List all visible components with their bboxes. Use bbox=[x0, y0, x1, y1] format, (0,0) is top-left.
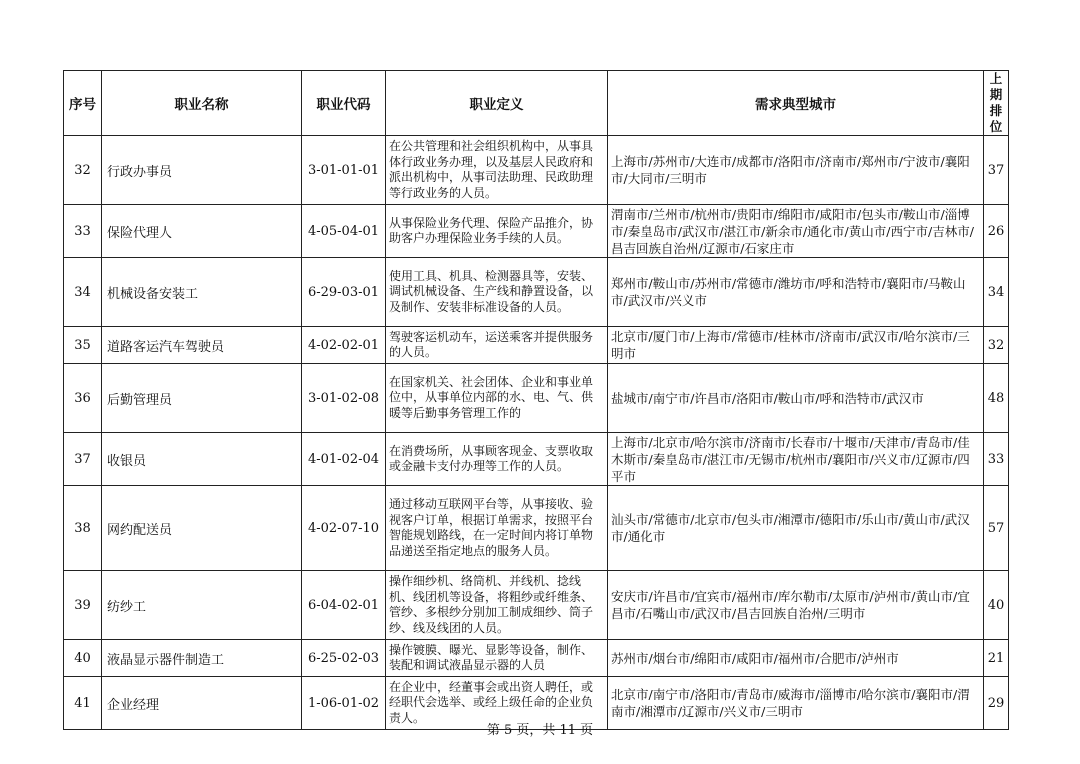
header-name: 职业名称 bbox=[102, 71, 302, 136]
occupation-name: 纺纱工 bbox=[102, 571, 302, 640]
row-index: 34 bbox=[64, 258, 102, 327]
occupation-name: 道路客运汽车驾驶员 bbox=[102, 327, 302, 364]
previous-rank: 34 bbox=[984, 258, 1009, 327]
header-cities: 需求典型城市 bbox=[608, 71, 984, 136]
occupation-definition: 操作细纱机、络筒机、并线机、捻线机、线团机等设备，将粗纱或纤维条、管纱、多根纱分别加工制成细纱、筒子纱、线及线团的人员。 bbox=[386, 571, 608, 640]
header-index: 序号 bbox=[64, 71, 102, 136]
occupation-code: 6-29-03-01 bbox=[302, 258, 386, 327]
occupation-name: 收银员 bbox=[102, 433, 302, 486]
occupation-definition: 通过移动互联网平台等，从事接收、验视客户订单，根据订单需求，按照平台智能规划路线，在一定时间内将订单物品递送至指定地点的服务人员。 bbox=[386, 486, 608, 571]
table-row bbox=[64, 571, 1009, 640]
table-row bbox=[64, 433, 1009, 486]
previous-rank: 32 bbox=[984, 327, 1009, 364]
occupation-name: 后勤管理员 bbox=[102, 364, 302, 433]
occupation-code: 4-05-04-01 bbox=[302, 205, 386, 258]
occupation-code: 4-02-07-10 bbox=[302, 486, 386, 571]
table-header-row bbox=[64, 71, 1009, 136]
occupation-name: 液晶显示器件制造工 bbox=[102, 640, 302, 677]
demand-cities: 盐城市/南宁市/许昌市/洛阳市/鞍山市/呼和浩特市/武汉市 bbox=[608, 364, 984, 433]
row-index: 37 bbox=[64, 433, 102, 486]
occupation-definition: 在消费场所，从事顾客现金、支票收取或金融卡支付办理等工作的人员。 bbox=[386, 433, 608, 486]
demand-cities: 上海市/苏州市/大连市/成都市/洛阳市/济南市/郑州市/宁波市/襄阳市/大同市/三明市 bbox=[608, 136, 984, 205]
occupation-name: 保险代理人 bbox=[102, 205, 302, 258]
previous-rank: 26 bbox=[984, 205, 1009, 258]
occupation-code: 1-06-01-02 bbox=[302, 677, 386, 730]
demand-cities: 汕头市/常德市/北京市/包头市/湘潭市/德阳市/乐山市/黄山市/武汉市/通化市 bbox=[608, 486, 984, 571]
occupation-code: 6-04-02-01 bbox=[302, 571, 386, 640]
table-row bbox=[64, 486, 1009, 571]
row-index: 39 bbox=[64, 571, 102, 640]
demand-cities: 北京市/南宁市/洛阳市/青岛市/威海市/淄博市/哈尔滨市/襄阳市/渭南市/湘潭市/辽源市/兴义市/三明市 bbox=[608, 677, 984, 730]
demand-cities: 上海市/北京市/哈尔滨市/济南市/长春市/十堰市/天津市/青岛市/佳木斯市/秦皇岛市/湛江市/无锡市/杭州市/襄阳市/兴义市/辽源市/四平市 bbox=[608, 433, 984, 486]
header-rank: 上期 排位 bbox=[984, 71, 1009, 136]
row-index: 33 bbox=[64, 205, 102, 258]
row-index: 41 bbox=[64, 677, 102, 730]
header-code: 职业代码 bbox=[302, 71, 386, 136]
occupation-code: 3-01-02-08 bbox=[302, 364, 386, 433]
header-definition: 职业定义 bbox=[386, 71, 608, 136]
demand-cities: 渭南市/兰州市/杭州市/贵阳市/绵阳市/咸阳市/包头市/鞍山市/淄博市/秦皇岛市/武汉市/湛江市/新余市/通化市/黄山市/西宁市/吉林市/昌吉回族自治州/辽源市/石家庄市 bbox=[608, 205, 984, 258]
previous-rank: 29 bbox=[984, 677, 1009, 730]
occupation-name: 机械设备安装工 bbox=[102, 258, 302, 327]
previous-rank: 48 bbox=[984, 364, 1009, 433]
row-index: 40 bbox=[64, 640, 102, 677]
occupation-name: 网约配送员 bbox=[102, 486, 302, 571]
previous-rank: 37 bbox=[984, 136, 1009, 205]
row-index: 36 bbox=[64, 364, 102, 433]
occupation-definition: 在公共管理和社会组织机构中，从事具体行政业务办理，以及基层人民政府和派出机构中，从事司法助理、民政助理等行政业务的人员。 bbox=[386, 136, 608, 205]
occupation-code: 6-25-02-03 bbox=[302, 640, 386, 677]
occupation-code: 4-02-02-01 bbox=[302, 327, 386, 364]
occupation-name: 行政办事员 bbox=[102, 136, 302, 205]
occupation-code: 3-01-01-01 bbox=[302, 136, 386, 205]
demand-cities: 苏州市/烟台市/绵阳市/咸阳市/福州市/合肥市/泸州市 bbox=[608, 640, 984, 677]
previous-rank: 40 bbox=[984, 571, 1009, 640]
table-row bbox=[64, 364, 1009, 433]
table-row bbox=[64, 640, 1009, 677]
row-index: 35 bbox=[64, 327, 102, 364]
occupation-name: 企业经理 bbox=[102, 677, 302, 730]
occupation-definition: 驾驶客运机动车，运送乘客并提供服务的人员。 bbox=[386, 327, 608, 364]
row-index: 32 bbox=[64, 136, 102, 205]
occupation-code: 4-01-02-04 bbox=[302, 433, 386, 486]
table-row bbox=[64, 136, 1009, 205]
previous-rank: 57 bbox=[984, 486, 1009, 571]
page-number: 第 5 页，共 11 页 bbox=[486, 723, 594, 738]
previous-rank: 21 bbox=[984, 640, 1009, 677]
occupation-definition: 在国家机关、社会团体、企业和事业单位中，从事单位内部的水、电、气、供暖等后勤事务管理工作的 bbox=[386, 364, 608, 433]
previous-rank: 33 bbox=[984, 433, 1009, 486]
row-index: 38 bbox=[64, 486, 102, 571]
table-row bbox=[64, 205, 1009, 258]
table-row bbox=[64, 258, 1009, 327]
table-row bbox=[64, 327, 1009, 364]
occupation-definition: 使用工具、机具、检测器具等，安装、调试机械设备、生产线和静置设备，以及制作、安装非标准设备的人员。 bbox=[386, 258, 608, 327]
occupation-definition: 在企业中，经董事会或出资人聘任，或经职代会选举、或经上级任命的企业负责人。 bbox=[386, 677, 608, 730]
occupation-definition: 从事保险业务代理、保险产品推介，协助客户办理保险业务手续的人员。 bbox=[386, 205, 608, 258]
demand-cities: 郑州市/鞍山市/苏州市/常德市/潍坊市/呼和浩特市/襄阳市/马鞍山市/武汉市/兴义市 bbox=[608, 258, 984, 327]
demand-cities: 安庆市/许昌市/宜宾市/福州市/库尔勒市/太原市/泸州市/黄山市/宜昌市/石嘴山市/武汉市/昌吉回族自治州/三明市 bbox=[608, 571, 984, 640]
occupation-table bbox=[63, 70, 1009, 730]
demand-cities: 北京市/厦门市/上海市/常德市/桂林市/济南市/武汉市/哈尔滨市/三明市 bbox=[608, 327, 984, 364]
occupation-definition: 操作镀膜、曝光、显影等设备，制作、装配和调试液晶显示器的人员 bbox=[386, 640, 608, 677]
